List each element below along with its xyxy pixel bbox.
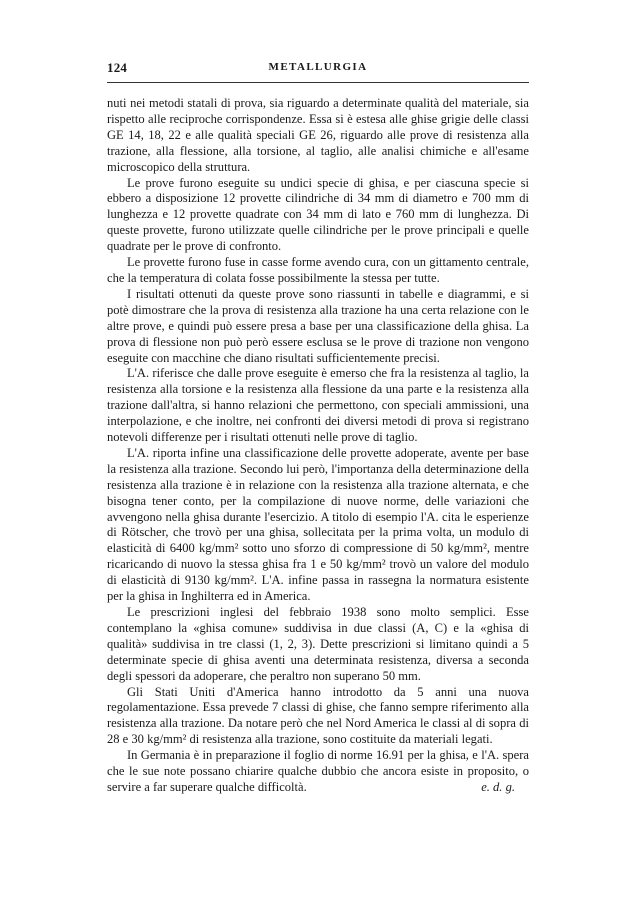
paragraph-english-rules: Le prescrizioni inglesi del febbraio 1938 sono molto semplici. Esse contemplano la «ghisa comune» suddivisa in due classi (A, C) e la «ghisa di qualità» suddivisa in tre classi (1, 2, 3). Dette prescrizioni si limitano quindi a 5 determinate specie di ghisa aventi una determinata resistenza, diversa a seconda degli spessori da adoperare, che peraltro non superano 50 mm. [107, 605, 529, 683]
paragraph-results: I risultati ottenuti da queste prove sono riassunti in tabelle e diagrammi, e si potè dimostrare che la prova di resistenza alla trazione ha una certa relazione con le altre prove, e quindi può essere presa a base per una classificazione della ghisa. La prova di flessione non può però essere esclusa se le prove di trazione non vengono eseguite con macchine che diano risultati sufficientemente precisi. [107, 286, 529, 365]
page-number: 124 [107, 60, 128, 75]
article-body [107, 96, 529, 796]
author-signature: e. d. g. [481, 779, 515, 794]
paragraph-specimens: Le prove furono eseguite su undici specie di ghisa, e per ciascuna specie si ebbero a disposizione 12 provette cilindriche di 34 mm di diametro e 700 mm di lunghezza e 12 provette quadrate con 34 mm di lato e 760 mm di lunghezza. Di queste provette, furono utilizzate quelle cilindriche per le prove principali e quelle quadrate per le prove di confronto. [107, 175, 529, 254]
page-header [107, 60, 529, 83]
paragraph-classification: L'A. riporta infine una classificazione delle provette adoperate, avente per base la resistenza alla trazione. Secondo lui però, l'importanza della determinazione della resistenza alla trazione è in relazione con la resistenza alla trazione alternata, e che bisogna tener conto, per la compilazione di nuove norme, delle variazioni che avvengono nella ghisa durante l'esercizio. A titolo di esempio l'A. cita le esperienze di Rötscher, che trovò per una ghisa, sollecitata per la prima volta, un modulo di elasticità di 6400 kg/mm² sotto uno sforzo di compressione di 50 kg/mm², mentre ricaricando di nuovo la stessa ghisa fra 1 e 50 kg/mm² trovò un valore del modulo di elasticità di 9130 kg/mm². L'A. infine passa in rassegna la normatura esistente per la ghisa in Inghilterra ed in America. [107, 445, 529, 604]
paragraph-germany [107, 748, 529, 796]
paragraph-casting: Le provette furono fuse in casse forme avendo cura, con un gittamento centrale, che la temperatura di colata fosse possibilmente la stessa per tutte. [107, 255, 529, 285]
paragraph-usa-rules: Gli Stati Uniti d'America hanno introdotto da 5 anni una nuova regolamentazione. Essa prevede 7 classi di ghise, che fanno sempre riferimento alla resistenza alla trazione. Da notare però che nel Nord America le classi al di sopra di 28 e 30 kg/mm² di resistenza alla trazione, sono costituite da materiali legati. [107, 684, 529, 747]
paragraph-germany-text: In Germania è in preparazione il foglio di norme 16.91 per la ghisa, e l'A. spera che le sue note possano chiarire qualche dubbio che ancora esiste in proposito, o servire a far superare qualche difficoltà. [107, 748, 529, 794]
paragraph-continuation: nuti nei metodi statali di prova, sia riguardo a determinate qualità del materiale, sia rispetto alle reciproche corrispondenze. Essa si è estesa alle ghise grigie delle classi GE 14, 18, 22 e alle qualità speciali GE 26, riguardo alle prove di resistenza alla trazione, alla flessione, alla torsione, al taglio, alle analisi chimiche e all'esame microscopico della struttura. [107, 96, 529, 174]
running-title: METALLURGIA [268, 61, 368, 73]
paragraph-relations: L'A. riferisce che dalle prove eseguite è emerso che fra la resistenza al taglio, la resistenza alla torsione e la resistenza alla flessione da una parte e la resistenza alla trazione dall'altra, si hanno relazioni che permettono, con speciali ammissioni, una interpolazione, e che inoltre, nei confronti dei diversi metodi di prova si registrano notevoli differenze per i risultati ottenuti nelle prove di taglio. [107, 366, 529, 445]
